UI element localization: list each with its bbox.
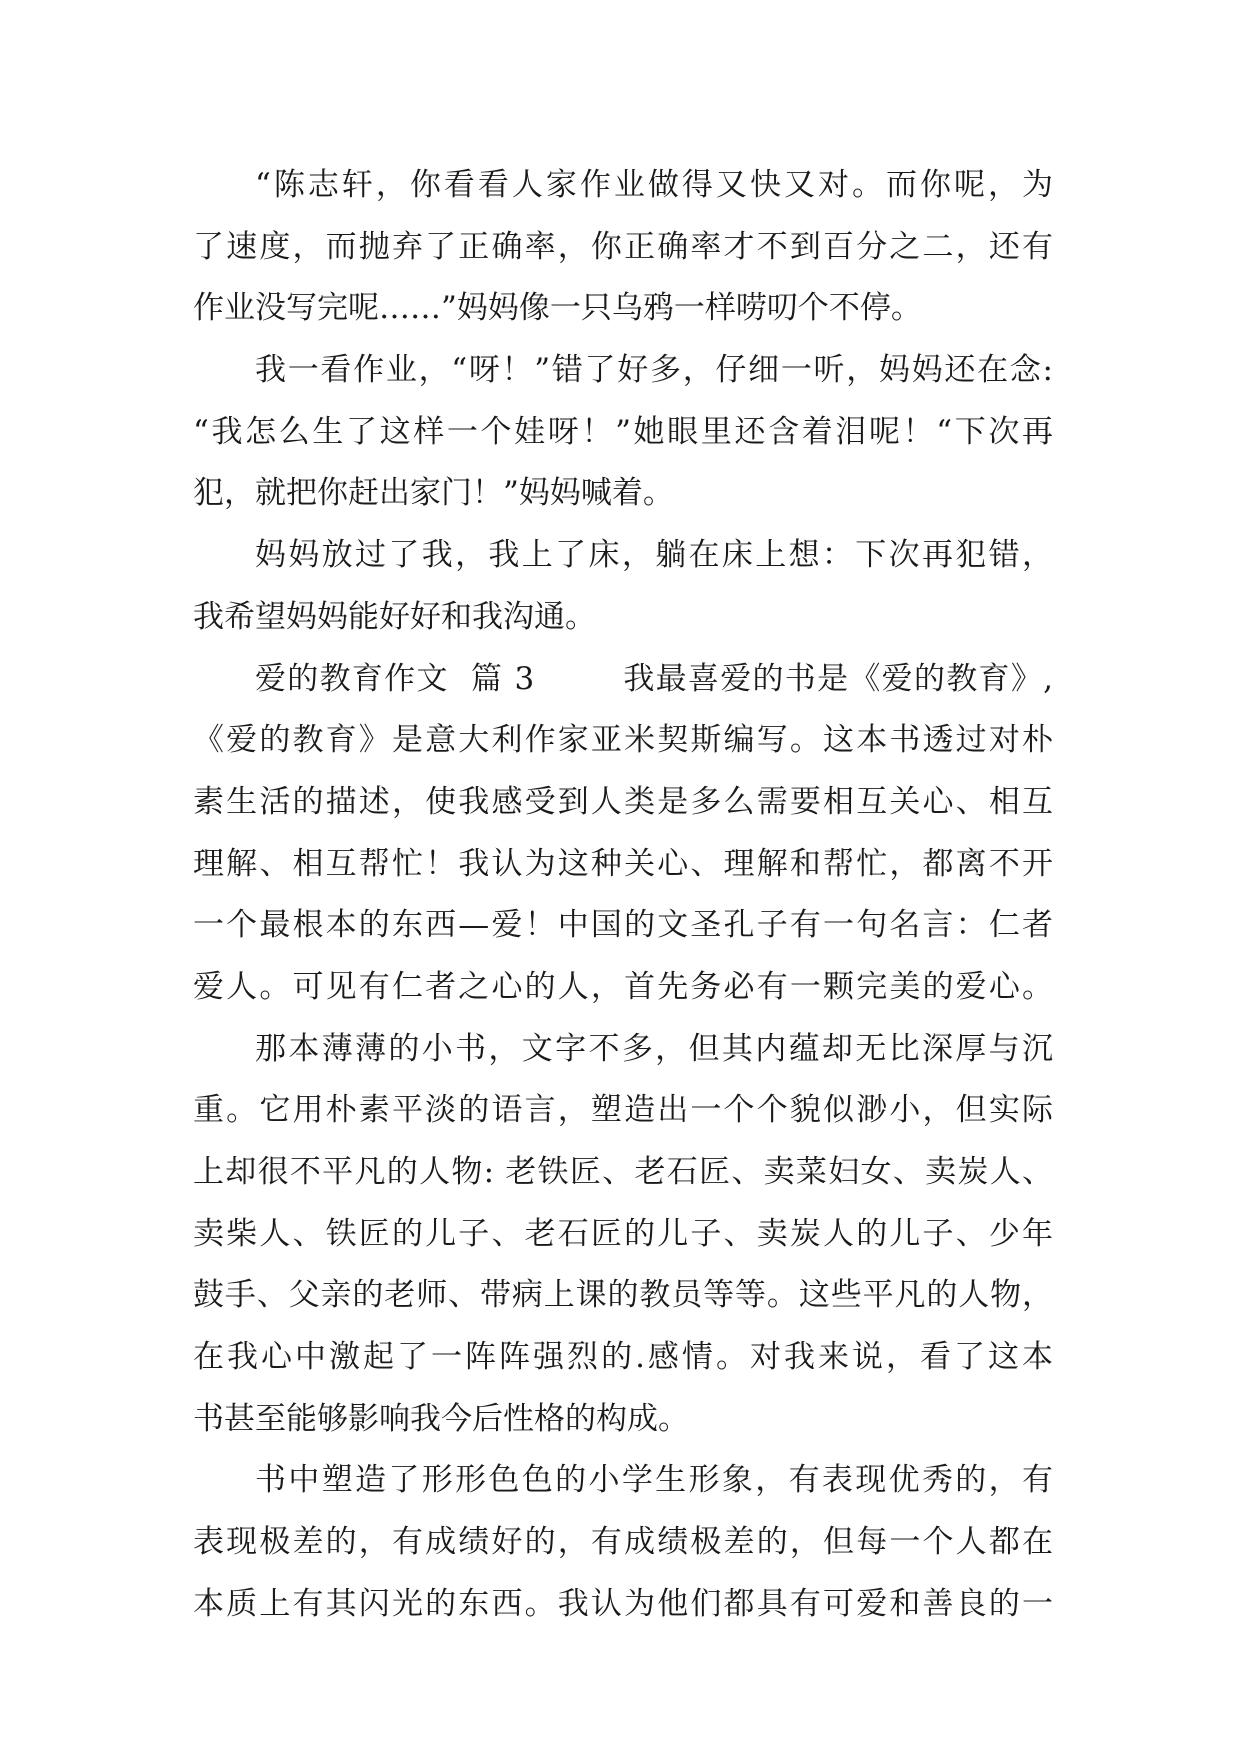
text-line: 《爱的教育》是意大利作家亚米契斯编写。这本书透过对朴 bbox=[193, 722, 1053, 759]
text-line: “我怎么生了这样一个娃呀！”她眼里还含着泪呢！“下次再 bbox=[193, 413, 1053, 450]
text-line: 卖柴人、铁匠的儿子、老石匠的儿子、卖炭人的儿子、少年 bbox=[193, 1215, 1053, 1252]
text-line: 理解、相互帮忙！我认为这种关心、理解和帮忙，都离不开 bbox=[193, 845, 1053, 882]
text-line: 那本薄薄的小书，文字不多，但其内蕴却无比深厚与沉 bbox=[255, 1030, 1053, 1067]
text-line: 在我心中激起了一阵阵强烈的.感情。对我来说，看了这本 bbox=[193, 1339, 1053, 1376]
text-line: 我希望妈妈能好好和我沟通。 bbox=[193, 598, 596, 635]
text-line: 鼓手、父亲的老师、带病上课的教员等等。这些平凡的人物， bbox=[193, 1277, 1053, 1314]
text-line: 一个最根本的东西—爱！中国的文圣孔子有一句名言：仁者 bbox=[193, 907, 1053, 944]
text-line: 本质上有其闪光的东西。我认为他们都具有可爱和善良的一 bbox=[193, 1585, 1053, 1622]
text-line: 上却很不平凡的人物: 老铁匠、老石匠、卖菜妇女、卖炭人、 bbox=[193, 1154, 1053, 1190]
text-line: 书甚至能够影响我今后性格的构成。 bbox=[193, 1400, 689, 1437]
essay-body bbox=[193, 155, 1053, 1636]
text-line: 素生活的描述，使我感受到人类是多么需要相互关心、相互 bbox=[193, 783, 1053, 820]
text-line: “陈志轩，你看看人家作业做得又快又对。而你呢，为 bbox=[255, 167, 1053, 203]
text-line: 犯，就把你赶出家门！”妈妈喊着。 bbox=[193, 475, 674, 512]
text-line: 书中塑造了形形色色的小学生形象，有表现优秀的，有 bbox=[255, 1462, 1053, 1499]
text-line: 作业没写完呢……”妈妈像一只乌鸦一样唠叨个不停。 bbox=[193, 290, 922, 327]
text-line: 表现极差的，有成绩好的，有成绩极差的，但每一个人都在 bbox=[193, 1524, 1053, 1561]
text-line: 了速度，而抛弃了正确率，你正确率才不到百分之二，还有 bbox=[193, 228, 1053, 265]
section-heading-line: 爱的教育作文 篇 3 我最喜爱的书是《爱的教育》, bbox=[255, 660, 1053, 697]
text-line: 爱人。可见有仁者之心的人，首先务必有一颗完美的爱心。 bbox=[193, 968, 1053, 1005]
text-line: 我一看作业，“呀！”错了好多，仔细一听，妈妈还在念: bbox=[255, 352, 1053, 389]
text-line: 重。它用朴素平淡的语言，塑造出一个个貌似渺小，但实际 bbox=[193, 1092, 1053, 1129]
text-line: 妈妈放过了我，我上了床，躺在床上想：下次再犯错， bbox=[255, 537, 1053, 574]
